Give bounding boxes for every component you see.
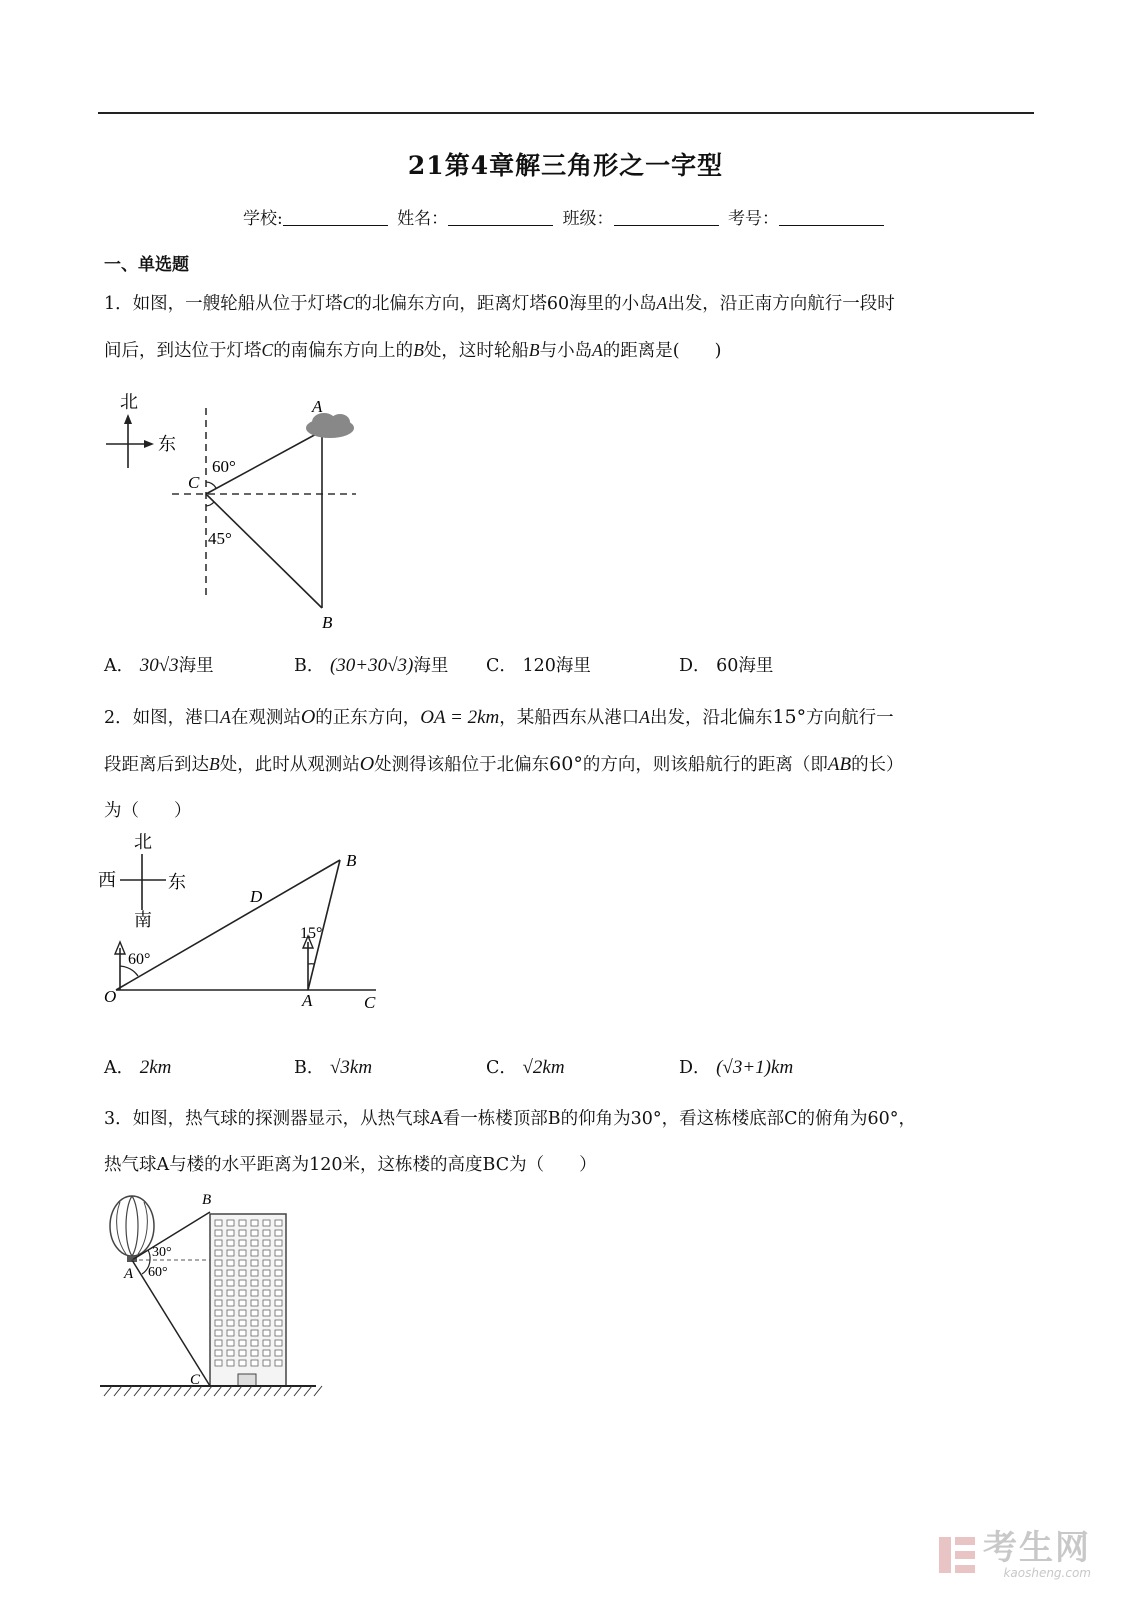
- point-A: A: [124, 1266, 134, 1282]
- question-1-options: [104, 652, 1034, 682]
- point-B: B: [322, 613, 333, 632]
- point-B: B: [346, 851, 357, 870]
- q2-option-c[interactable]: C． √2km: [486, 1057, 565, 1078]
- name-blank[interactable]: [448, 209, 553, 226]
- question-1-figure: [100, 388, 380, 642]
- question-2-text: 2．如图，港口A在观测站O的正东方向，OA = 2km，某船西东从港口A出发，沿北偏东15°方向航行一 段距离后到达B处，此时从观测站O处测得该船位于北偏东60°的方向，则该船航行的距离（即AB的长） 为（ ）: [104, 706, 904, 821]
- point-A: A: [312, 397, 323, 416]
- question-2-options: [104, 1054, 1034, 1084]
- north-label: 北: [120, 392, 138, 413]
- point-C: C: [188, 473, 200, 492]
- east-label: 东: [168, 872, 186, 893]
- angle-60-label: 60°: [212, 457, 236, 476]
- point-A: A: [302, 991, 313, 1010]
- header-rule: [98, 112, 1034, 114]
- angle-45-label: 45°: [208, 529, 232, 548]
- q1-option-d[interactable]: D． 60海里: [679, 656, 774, 676]
- q2-option-d[interactable]: D． (√3+1)km: [679, 1057, 794, 1078]
- angle-30-label: 30°: [152, 1245, 172, 1260]
- exam-no-label: 考号：: [727, 209, 779, 229]
- east-label: 东: [158, 434, 176, 455]
- angle-60-label: 60°: [148, 1265, 168, 1280]
- point-D: D: [250, 887, 263, 906]
- watermark-logo-icon: [937, 1535, 977, 1575]
- exam-no-blank[interactable]: [779, 209, 884, 226]
- class-blank[interactable]: [614, 209, 719, 226]
- q1-option-a[interactable]: A． 30√3海里: [104, 655, 214, 676]
- class-label: 班级：: [562, 209, 614, 229]
- school-label: 学校:: [243, 209, 283, 229]
- watermark-domain: kaosheng.com: [1003, 1566, 1091, 1580]
- section-heading: 一、单选题: [104, 255, 189, 275]
- question-3-figure: [98, 1188, 328, 1414]
- question-3-text: 3．如图，热气球的探测器显示，从热气球A看一栋楼顶部B的仰角为30°，看这栋楼底部C的俯角为60°， 热气球A与楼的水平距离为120米，这栋楼的高度BC为（ ）: [104, 1109, 917, 1175]
- point-C: C: [190, 1372, 201, 1388]
- north-label: 北: [134, 832, 152, 853]
- question-2-figure: [96, 826, 396, 1020]
- point-B: B: [202, 1192, 212, 1208]
- q1-option-c[interactable]: C． 120海里: [486, 656, 591, 676]
- question-1-text: 1．如图，一艘轮船从位于灯塔C的北偏东方向，距离灯塔60海里的小岛A出发，沿正南方向航行一段时 间后，到达位于灯塔C的南偏东方向上的B处，这时轮船B与小岛A的距离是( ): [104, 293, 895, 361]
- angle-15-label: 15°: [300, 925, 323, 942]
- south-label: 南: [134, 910, 152, 931]
- q2-option-a[interactable]: A． 2km: [104, 1057, 172, 1078]
- name-label: 姓名：: [397, 209, 449, 229]
- watermark: [937, 1530, 1091, 1580]
- student-info-line: [0, 204, 1131, 229]
- point-O: O: [104, 987, 117, 1006]
- school-blank[interactable]: [283, 209, 388, 226]
- watermark-name: 考生网: [983, 1528, 1091, 1568]
- page-title: 21第4章解三角形之一字型: [407, 151, 724, 180]
- q1-option-b[interactable]: B． (30+30√3)海里: [294, 655, 449, 676]
- west-label: 西: [98, 870, 116, 891]
- q2-option-b[interactable]: B． √3km: [294, 1057, 373, 1078]
- angle-60-label: 60°: [128, 951, 151, 968]
- point-C: C: [364, 993, 376, 1012]
